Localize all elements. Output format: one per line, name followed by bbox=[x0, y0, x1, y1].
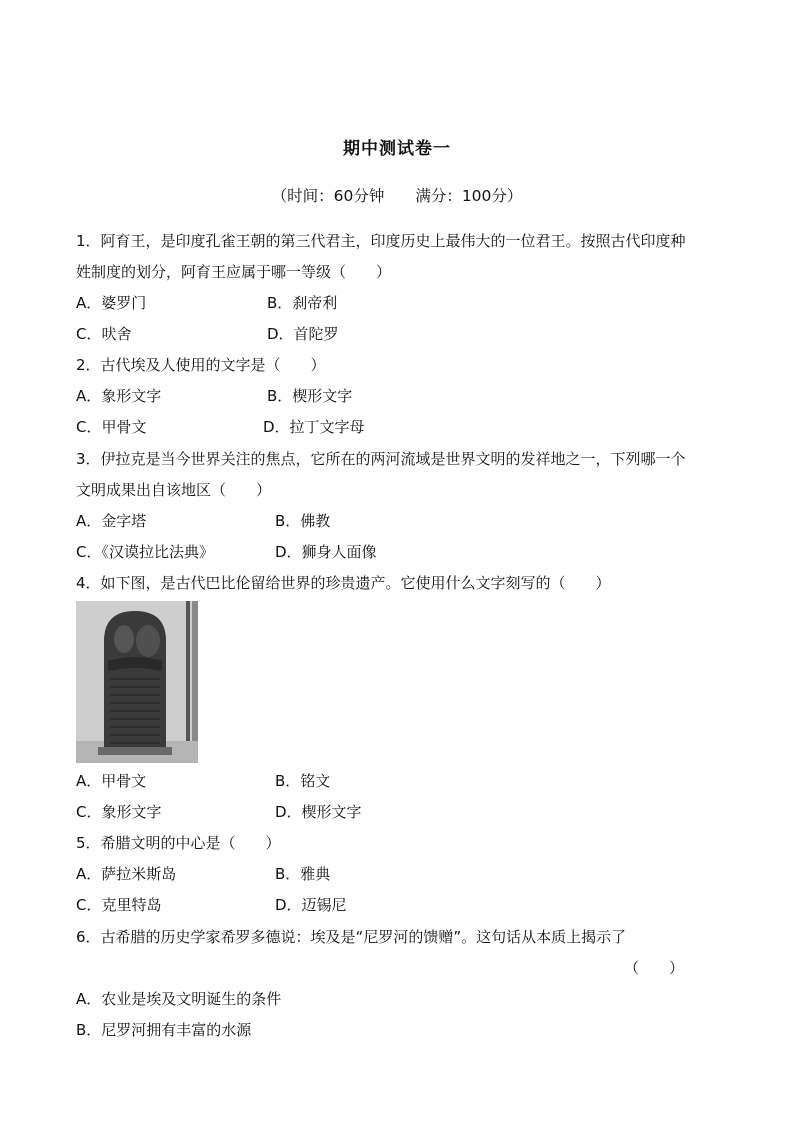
question-4-text: 4．如下图，是古代巴比伦留给世界的珍贵遗产。它使用什么文字刻写的（ ） bbox=[76, 574, 611, 592]
question-4-option-d: D．楔形文字 bbox=[275, 803, 362, 821]
question-5-option-d: D．迈锡尼 bbox=[275, 896, 347, 914]
question-5-option-c: C．克里特岛 bbox=[76, 896, 162, 914]
question-3-text-cont: 文明成果出自该地区（ ） bbox=[76, 481, 272, 499]
question-3-option-c: C．《汉谟拉比法典》 bbox=[76, 543, 214, 561]
question-2-text: 2．古代埃及人使用的文字是（ ） bbox=[76, 356, 326, 374]
question-6-option-a: A．农业是埃及文明诞生的条件 bbox=[76, 990, 282, 1008]
question-5-option-b: B．雅典 bbox=[275, 865, 331, 883]
code-of-hammurabi-stele-image bbox=[76, 601, 198, 763]
question-3-option-d: D．狮身人面像 bbox=[275, 543, 377, 561]
question-3-text: 3．伊拉克是当今世界关注的焦点，它所在的两河流域是世界文明的发祥地之一，下列哪一个 bbox=[76, 450, 686, 468]
question-2-option-b: B．楔形文字 bbox=[267, 387, 353, 405]
question-5-option-a: A．萨拉米斯岛 bbox=[76, 865, 177, 883]
question-1-option-b: B．刹帝利 bbox=[267, 294, 338, 312]
question-1-option-a: A．婆罗门 bbox=[76, 294, 147, 312]
question-2-option-d: D．拉丁文字母 bbox=[263, 418, 365, 436]
question-2-option-a: A．象形文字 bbox=[76, 387, 162, 405]
question-1-option-d: D．首陀罗 bbox=[267, 325, 339, 343]
question-6-text: 6．古希腊的历史学家希罗多德说：埃及是“尼罗河的馈赠”。这句话从本质上揭示了 bbox=[76, 928, 627, 946]
question-5-text: 5．希腊文明的中心是（ ） bbox=[76, 834, 281, 852]
exam-title: 期中测试卷一 bbox=[343, 139, 451, 159]
question-4-option-c: C．象形文字 bbox=[76, 803, 162, 821]
question-6-answer-bracket: （ ） bbox=[624, 959, 685, 977]
question-1-option-c: C．吠舍 bbox=[76, 325, 132, 343]
question-1-text: 1．阿育王，是印度孔雀王朝的第三代君主，印度历史上最伟大的一位君王。按照古代印度种 bbox=[76, 232, 686, 250]
question-4-option-b: B．铭文 bbox=[275, 772, 331, 790]
question-2-option-c: C．甲骨文 bbox=[76, 418, 147, 436]
question-3-option-b: B．佛教 bbox=[275, 512, 331, 530]
question-4-option-a: A．甲骨文 bbox=[76, 772, 147, 790]
question-1-text-cont: 姓制度的划分，阿育王应属于哪一等级（ ） bbox=[76, 263, 392, 281]
question-3-option-a: A．金字塔 bbox=[76, 512, 147, 530]
exam-subtitle: （时间：60分钟 满分：100分） bbox=[271, 187, 523, 205]
question-6-option-b: B．尼罗河拥有丰富的水源 bbox=[76, 1021, 252, 1039]
